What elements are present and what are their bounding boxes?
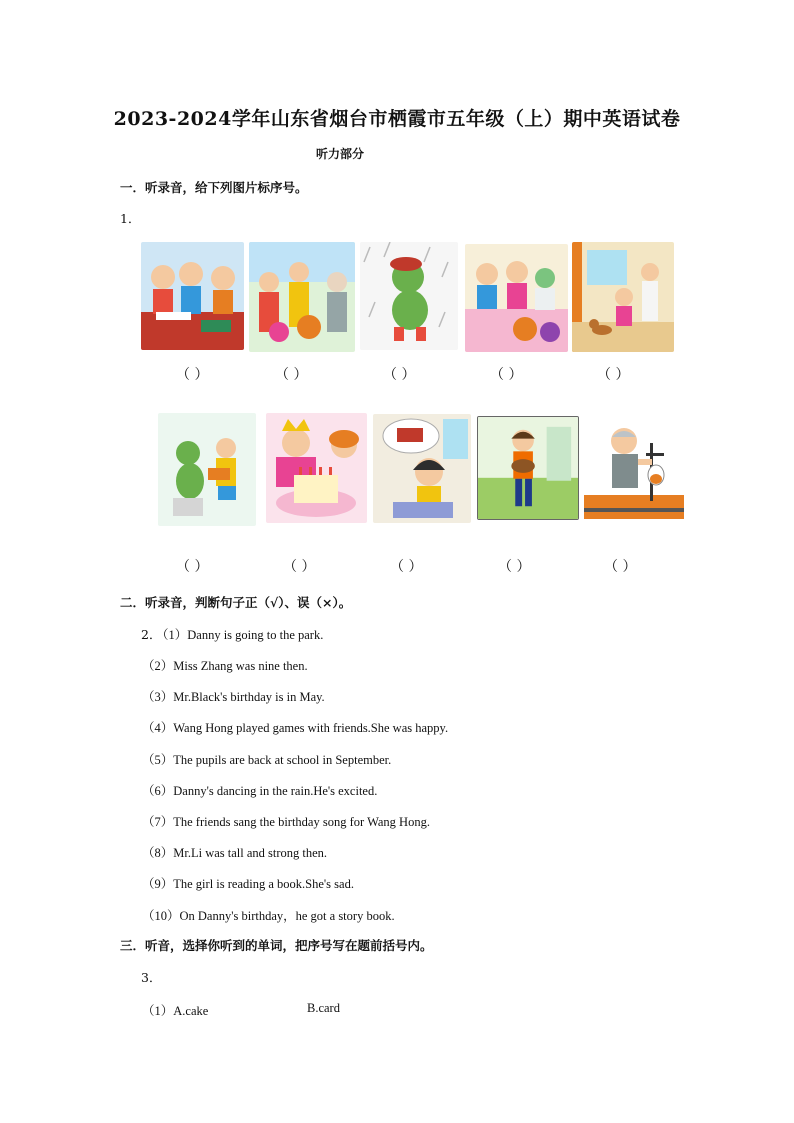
answer-paren-5[interactable]: （ ） bbox=[597, 367, 630, 383]
answer-paren-2[interactable]: （ ） bbox=[275, 367, 308, 383]
section3-heading: 三．听音，选择你听到的单词，把序号写在题前括号内。 bbox=[120, 938, 433, 953]
option-1b: B.card bbox=[307, 1001, 340, 1015]
statement-8: （8）Mr.Li was tall and strong then. bbox=[142, 846, 328, 860]
boys-reading-icon bbox=[141, 242, 244, 350]
girl-thinking-book-icon bbox=[373, 414, 471, 523]
page-title: 2023-2024学年山东省烟台市栖霞市五年级（上）期中英语试卷 bbox=[113, 108, 681, 130]
statement-6: （6）Danny's dancing in the rain.He's excited. bbox=[142, 784, 378, 798]
answer-paren-8[interactable]: （ ） bbox=[390, 559, 423, 575]
question-1-number: 1． bbox=[120, 211, 141, 226]
answer-paren-1[interactable]: （ ） bbox=[176, 367, 209, 383]
answer-paren-9[interactable]: （ ） bbox=[498, 559, 531, 575]
dinosaur-in-rain-icon bbox=[360, 242, 458, 350]
option-1a: （1）A.cake bbox=[142, 1004, 209, 1018]
question-2-number: 2． bbox=[141, 627, 162, 642]
girls-with-dog-icon bbox=[572, 242, 674, 352]
answer-paren-10[interactable]: （ ） bbox=[604, 559, 637, 575]
answer-paren-4[interactable]: （ ） bbox=[490, 367, 523, 383]
party-table-icon bbox=[465, 244, 568, 352]
question-3-number: 3． bbox=[141, 970, 162, 985]
statement-1: （1）Danny is going to the park. bbox=[156, 628, 324, 642]
statement-3: （3）Mr.Black's birthday is in May. bbox=[142, 690, 325, 704]
dinosaur-playing-icon bbox=[158, 413, 256, 526]
birthday-cake-icon bbox=[266, 413, 367, 523]
statement-7: （7）The friends sang the birthday song for Wang Hong. bbox=[142, 815, 430, 829]
answer-paren-7[interactable]: （ ） bbox=[283, 559, 316, 575]
section-subtitle: 听力部分 bbox=[316, 147, 365, 161]
section2-heading: 二．听录音，判断句子正（√）、误（×）。 bbox=[120, 595, 352, 610]
statement-2: （2）Miss Zhang was nine then. bbox=[142, 659, 308, 673]
statement-5: （5）The pupils are back at school in September. bbox=[142, 753, 392, 767]
section1-heading: 一．听录音，给下列图片标序号。 bbox=[120, 180, 308, 195]
answer-paren-6[interactable]: （ ） bbox=[176, 559, 209, 575]
man-with-guitar-icon bbox=[477, 416, 579, 520]
answer-paren-3[interactable]: （ ） bbox=[383, 367, 416, 383]
statement-10: （10）On Danny's birthday，he got a story book. bbox=[142, 909, 395, 923]
old-man-experiment-icon bbox=[584, 413, 684, 521]
group-of-friends-icon bbox=[249, 242, 355, 352]
statement-4: （4）Wang Hong played games with friends.She was happy. bbox=[142, 721, 449, 735]
statement-9: （9）The girl is reading a book.She's sad. bbox=[142, 877, 354, 891]
